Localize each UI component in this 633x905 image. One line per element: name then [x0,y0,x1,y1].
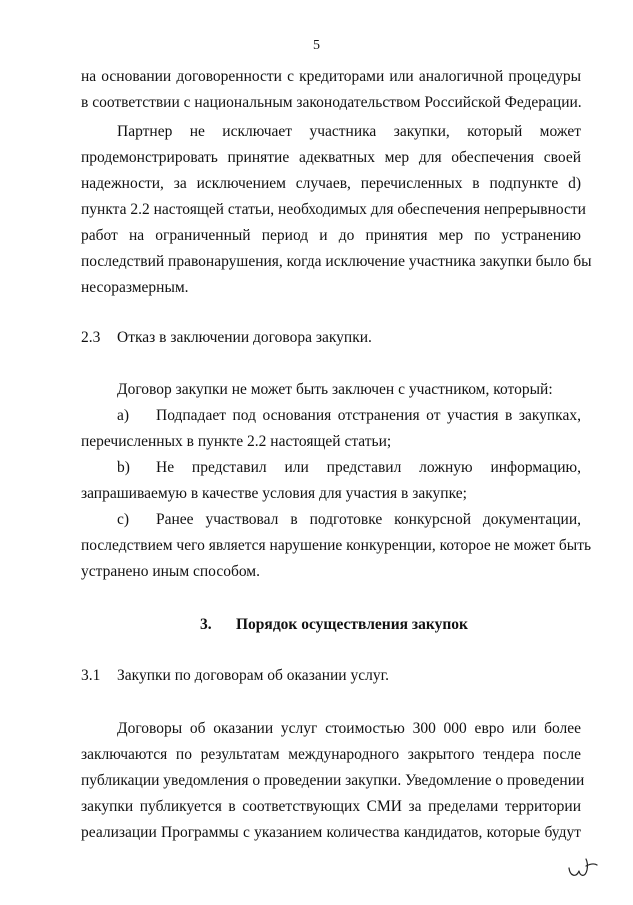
chapter-3-heading [200,612,468,638]
partner-paragraph [81,119,592,301]
text-line: на основании договоренности с кредиторами или аналогичной процедуры [81,68,581,85]
text-line: несоразмерным. [81,279,189,296]
chapter-number: 3. [200,616,212,633]
section-2-3-heading [81,325,372,351]
section-number: 3.1 [81,667,101,684]
text-line: устранено иным способом. [81,563,260,580]
list-item-label: c) [117,511,130,528]
page-number: 5 [313,38,320,53]
refusal-intro: Договор закупки не может быть заключен с участником, который: [117,381,553,398]
text-line: заключаются по результатам международного закрытого тендера после [81,746,581,763]
list-item-label: b) [117,459,130,476]
text-line: пункта 2.2 настоящей статьи, необходимых для обеспечения непрерывности [81,201,586,218]
text-line: перечисленных в пункте 2.2 настоящей статьи; [81,433,392,450]
list-item-text: Не представил или представил ложную информацию, [156,459,581,476]
text-line: закупки публикуется в соответствующих СМИ за пределами территории [81,798,581,815]
services-paragraph [81,716,585,846]
text-line: реализации Программы с указанием количества кандидатов, которые будут [81,824,581,841]
list-item-label: a) [117,407,130,424]
list-item-text: Ранее участвовал в подготовке конкурсной документации, [156,511,581,528]
list-item [81,403,581,429]
text-line: в соответствии с национальным законодательством Российской Федерации. [81,94,582,111]
continuation-paragraph [81,64,581,116]
text-line: публикации уведомления о проведении закупки. Уведомление о проведении [81,772,585,789]
text-line: Партнер не исключает участника закупки, который может [117,123,581,140]
list-item [81,507,581,533]
section-title: Отказ в заключении договора закупки. [117,329,372,346]
section-3-1-heading [81,663,389,689]
text-line: Договоры об оказании услуг стоимостью 300 000 евро или более [117,720,581,737]
list-item-text: Подпадает под основания отстранения от участия в закупках, [156,407,581,424]
refusal-list [81,377,592,585]
text-line: надежности, за исключением случаев, перечисленных в подпункте d) [81,175,581,192]
text-line: запрашиваемую в качестве условия для участия в закупке; [81,485,467,502]
text-line: последствий правонарушения, когда исключение участника закупки было бы [81,253,592,270]
text-line: последствием чего является нарушение конкуренции, которое не может быть [81,537,592,554]
section-number: 2.3 [81,329,101,346]
section-title: Закупки по договорам об оказании услуг. [117,667,390,684]
text-line: работ на ограниченный период и до принятия мер по устранению [81,227,581,244]
text-line: продемонстрировать принятие адекватных мер для обеспечения своей [81,149,581,166]
list-item [81,455,581,481]
chapter-title: Порядок осуществления закупок [236,616,468,633]
handwritten-signature [566,854,600,882]
